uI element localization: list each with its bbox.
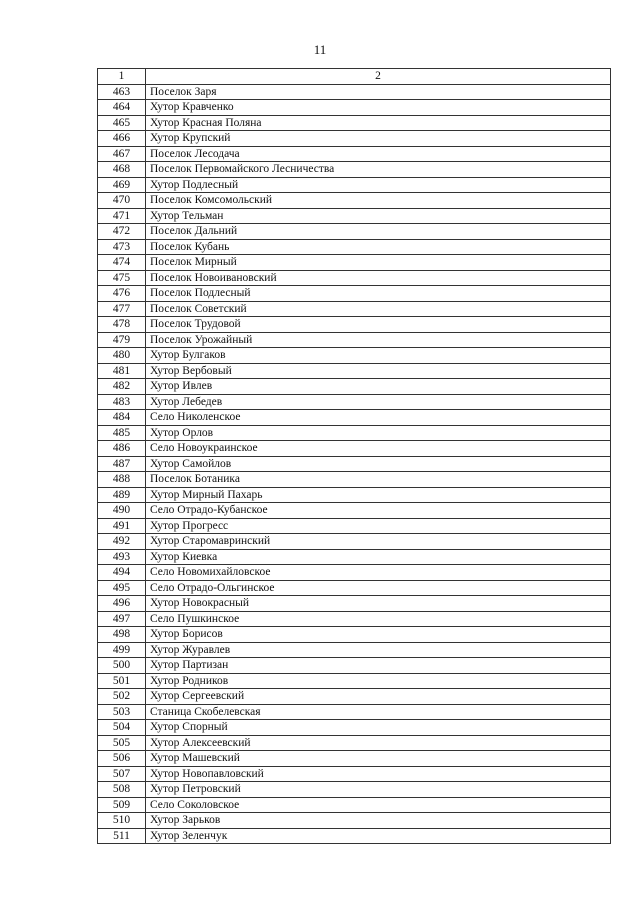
row-number: 473 (98, 239, 146, 255)
row-number: 468 (98, 162, 146, 178)
settlement-name: Поселок Подлесный (146, 286, 611, 302)
settlement-name: Село Новоукраинское (146, 441, 611, 457)
row-number: 463 (98, 84, 146, 100)
settlement-name: Хутор Крупский (146, 131, 611, 147)
settlement-name: Хутор Ивлев (146, 379, 611, 395)
settlement-name: Хутор Прогресс (146, 518, 611, 534)
settlement-name: Хутор Красная Поляна (146, 115, 611, 131)
settlement-name: Хутор Киевка (146, 549, 611, 565)
table-row (98, 100, 611, 116)
row-number: 501 (98, 673, 146, 689)
table-row (98, 549, 611, 565)
settlement-name: Хутор Самойлов (146, 456, 611, 472)
settlement-name: Поселок Урожайный (146, 332, 611, 348)
settlement-name: Станица Скобелевская (146, 704, 611, 720)
settlement-name: Хутор Алексеевский (146, 735, 611, 751)
settlement-name: Поселок Новоивановский (146, 270, 611, 286)
table-row (98, 534, 611, 550)
row-number: 477 (98, 301, 146, 317)
table-row (98, 782, 611, 798)
settlement-name: Хутор Петровский (146, 782, 611, 798)
table-row (98, 146, 611, 162)
settlement-name: Хутор Тельман (146, 208, 611, 224)
settlement-name: Поселок Комсомольский (146, 193, 611, 209)
settlement-name: Хутор Борисов (146, 627, 611, 643)
table-row (98, 379, 611, 395)
table-row (98, 177, 611, 193)
table-row (98, 487, 611, 503)
row-number: 497 (98, 611, 146, 627)
row-number: 506 (98, 751, 146, 767)
row-number: 509 (98, 797, 146, 813)
settlement-name: Хутор Орлов (146, 425, 611, 441)
table-row (98, 797, 611, 813)
settlement-name: Поселок Первомайского Лесничества (146, 162, 611, 178)
settlement-name: Поселок Мирный (146, 255, 611, 271)
row-number: 469 (98, 177, 146, 193)
row-number: 464 (98, 100, 146, 116)
row-number: 479 (98, 332, 146, 348)
table-row (98, 224, 611, 240)
table-row (98, 472, 611, 488)
row-number: 508 (98, 782, 146, 798)
table-row (98, 673, 611, 689)
table-row (98, 720, 611, 736)
row-number: 494 (98, 565, 146, 581)
table-row (98, 627, 611, 643)
settlement-name: Хутор Булгаков (146, 348, 611, 364)
row-number: 486 (98, 441, 146, 457)
settlement-name: Село Соколовское (146, 797, 611, 813)
table-row (98, 270, 611, 286)
table-row (98, 689, 611, 705)
settlement-name: Хутор Мирный Пахарь (146, 487, 611, 503)
row-number: 488 (98, 472, 146, 488)
row-number: 465 (98, 115, 146, 131)
table-row (98, 658, 611, 674)
table-row (98, 766, 611, 782)
settlement-name: Село Николенское (146, 410, 611, 426)
row-number: 485 (98, 425, 146, 441)
row-number: 472 (98, 224, 146, 240)
table-row (98, 348, 611, 364)
settlement-name: Поселок Дальний (146, 224, 611, 240)
table-row (98, 503, 611, 519)
table-row (98, 441, 611, 457)
settlement-name: Поселок Кубань (146, 239, 611, 255)
table-row (98, 317, 611, 333)
page-number: 11 (313, 42, 327, 57)
table-row (98, 565, 611, 581)
row-number: 499 (98, 642, 146, 658)
table-row (98, 115, 611, 131)
row-number: 496 (98, 596, 146, 612)
settlement-name: Хутор Новопавловский (146, 766, 611, 782)
table-row (98, 394, 611, 410)
settlement-name: Хутор Машевский (146, 751, 611, 767)
table-row (98, 425, 611, 441)
settlement-name: Хутор Партизан (146, 658, 611, 674)
settlement-name: Поселок Ботаника (146, 472, 611, 488)
table-row (98, 301, 611, 317)
row-number: 475 (98, 270, 146, 286)
table-row (98, 704, 611, 720)
row-number: 503 (98, 704, 146, 720)
row-number: 507 (98, 766, 146, 782)
settlement-name: Хутор Новокрасный (146, 596, 611, 612)
table-row (98, 518, 611, 534)
row-number: 500 (98, 658, 146, 674)
table-row (98, 410, 611, 426)
row-number: 492 (98, 534, 146, 550)
row-number: 495 (98, 580, 146, 596)
table-row (98, 580, 611, 596)
table-row (98, 84, 611, 100)
row-number: 467 (98, 146, 146, 162)
settlement-name: Хутор Вербовый (146, 363, 611, 379)
row-number: 493 (98, 549, 146, 565)
row-number: 482 (98, 379, 146, 395)
table-row (98, 193, 611, 209)
row-number: 466 (98, 131, 146, 147)
row-number: 471 (98, 208, 146, 224)
settlements-table (97, 68, 611, 844)
settlement-name: Хутор Родников (146, 673, 611, 689)
row-number: 511 (98, 828, 146, 844)
settlement-name: Поселок Советский (146, 301, 611, 317)
row-number: 505 (98, 735, 146, 751)
row-number: 484 (98, 410, 146, 426)
row-number: 474 (98, 255, 146, 271)
column-header-name: 2 (146, 69, 611, 85)
table-header-row (98, 69, 611, 85)
row-number: 481 (98, 363, 146, 379)
table-row (98, 596, 611, 612)
row-number: 476 (98, 286, 146, 302)
table-row (98, 332, 611, 348)
row-number: 478 (98, 317, 146, 333)
row-number: 470 (98, 193, 146, 209)
settlement-name: Хутор Зарьков (146, 813, 611, 829)
row-number: 491 (98, 518, 146, 534)
row-number: 504 (98, 720, 146, 736)
settlement-name: Хутор Старомавринский (146, 534, 611, 550)
row-number: 498 (98, 627, 146, 643)
table-body (98, 69, 611, 844)
settlement-name: Село Отрадо-Ольгинское (146, 580, 611, 596)
table-row (98, 751, 611, 767)
settlement-name: Хутор Зеленчук (146, 828, 611, 844)
table-row (98, 642, 611, 658)
table-row (98, 735, 611, 751)
table-row (98, 131, 611, 147)
row-number: 510 (98, 813, 146, 829)
table-row (98, 286, 611, 302)
settlement-name: Село Новомихайловское (146, 565, 611, 581)
settlement-name: Поселок Заря (146, 84, 611, 100)
settlement-name: Хутор Кравченко (146, 100, 611, 116)
settlement-name: Поселок Лесодача (146, 146, 611, 162)
table-row (98, 611, 611, 627)
table-row (98, 828, 611, 844)
row-number: 489 (98, 487, 146, 503)
settlement-name: Поселок Трудовой (146, 317, 611, 333)
row-number: 490 (98, 503, 146, 519)
table-row (98, 255, 611, 271)
settlement-name: Хутор Сергеевский (146, 689, 611, 705)
settlement-name: Село Пушкинское (146, 611, 611, 627)
table-row (98, 456, 611, 472)
table-row (98, 239, 611, 255)
row-number: 502 (98, 689, 146, 705)
table-row (98, 208, 611, 224)
settlement-name: Хутор Спорный (146, 720, 611, 736)
settlement-name: Хутор Подлесный (146, 177, 611, 193)
row-number: 483 (98, 394, 146, 410)
table-row (98, 813, 611, 829)
column-header-number: 1 (98, 69, 146, 85)
row-number: 480 (98, 348, 146, 364)
table-row (98, 162, 611, 178)
settlement-name: Хутор Журавлев (146, 642, 611, 658)
table-row (98, 363, 611, 379)
row-number: 487 (98, 456, 146, 472)
settlement-name: Хутор Лебедев (146, 394, 611, 410)
settlement-name: Село Отрадо-Кубанское (146, 503, 611, 519)
